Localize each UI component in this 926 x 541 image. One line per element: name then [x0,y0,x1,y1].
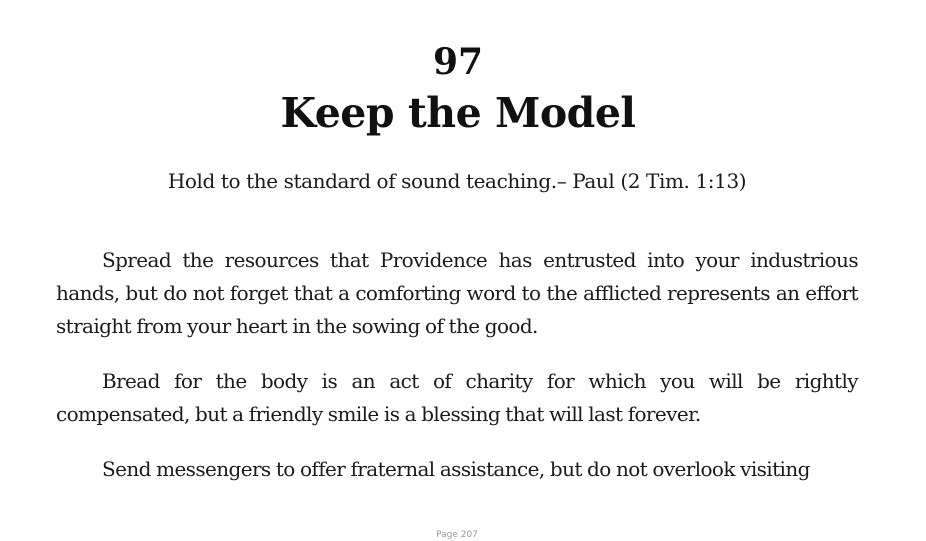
paragraph: Send messengers to offer fraternal assistance, but do not overlook visiting [102,457,810,481]
body-text [56,244,858,508]
paragraph: Bread for the body is an act of charity for which you will be rightly compensated, but a friendly smile is a blessing that will last forever. [56,369,858,426]
page-number-footer: Page 207 [436,530,478,540]
paragraph: Spread the resources that Providence has entrusted into your industrious hands, but do not forget that a comforting word to the afflicted represents an effort straight from your heart in the sowing of the good. [56,248,858,338]
chapter-number: 97 [432,41,484,83]
epigraph-quote: Hold to the standard of sound teaching.– Paul (2 Tim. 1:13) [167,169,747,193]
chapter-title: Keep the Model [280,89,636,137]
